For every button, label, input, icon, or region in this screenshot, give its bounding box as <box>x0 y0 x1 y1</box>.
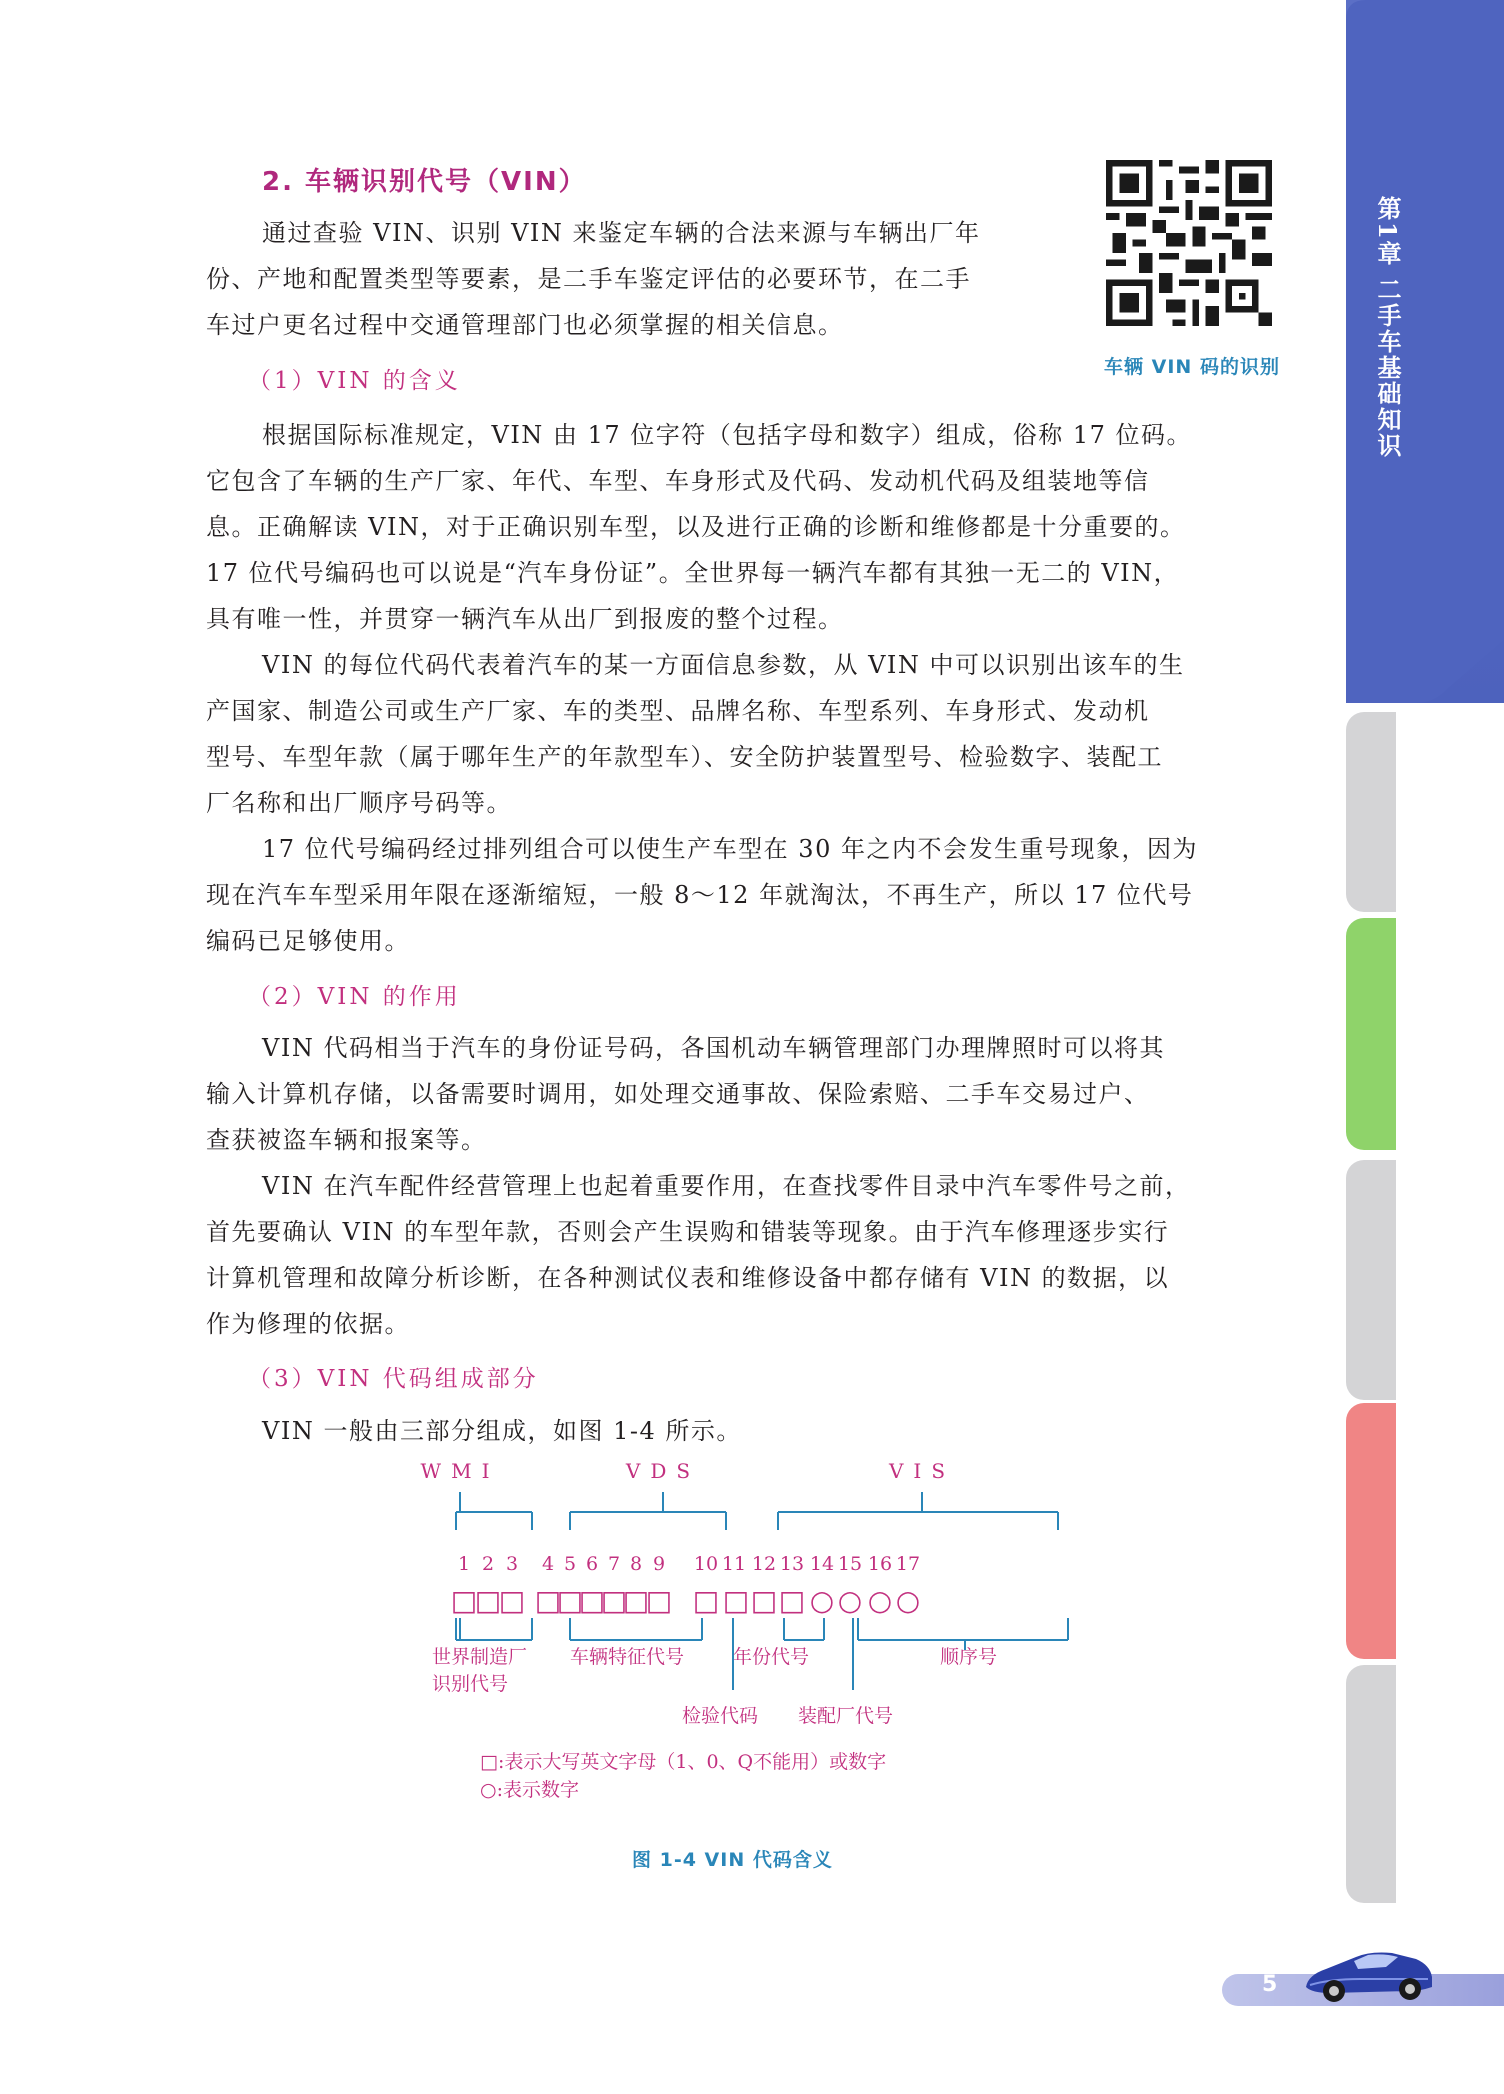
section-heading: 2. 车辆识别代号（VIN） <box>262 167 587 197</box>
text-line: 产国家、制造公司或生产厂家、车的类型、品牌名称、车型系列、车身形式、发动机 <box>206 697 1150 725</box>
code-symbol: □ <box>578 1584 606 1617</box>
chapter-tab-gray-1[interactable] <box>1346 712 1396 912</box>
text-line: 车过户更名过程中交通管理部门也必须掌握的相关信息。 <box>206 311 844 339</box>
position-number: 6 <box>585 1553 599 1575</box>
subheading-vin-use: （2）VIN 的作用 <box>248 984 461 1010</box>
position-number: 8 <box>629 1553 643 1575</box>
text-line: VIN 的每位代码代表着汽车的某一方面信息参数，从 VIN 中可以识别出该车的生 <box>262 651 1185 679</box>
group-label-vis: VIS <box>888 1459 956 1483</box>
code-symbol: □ <box>722 1584 750 1617</box>
paragraph-vin-id <box>206 1025 1306 1163</box>
label-year: 年份代号 <box>733 1646 810 1668</box>
label-serial: 顺序号 <box>940 1646 998 1668</box>
position-number: 1 <box>457 1553 471 1575</box>
position-number: 14 <box>809 1553 835 1575</box>
chapter-tab-gray-3[interactable] <box>1346 1665 1396 1903</box>
chapter-tab-red[interactable] <box>1346 1403 1396 1659</box>
text-line: 厂名称和出厂顺序号码等。 <box>206 789 512 817</box>
group-label-vds: VDS <box>625 1459 701 1483</box>
text-line: 通过查验 VIN、识别 VIN 来鉴定车辆的合法来源与车辆出厂年 <box>262 219 981 247</box>
code-symbol: □ <box>622 1584 650 1617</box>
text-line: 输入计算机存储，以备需要时调用，如处理交通事故、保险索赔、二手车交易过户、 <box>206 1080 1150 1108</box>
position-number: 10 <box>693 1553 719 1575</box>
text-line: 17 位代号编码也可以说是“汽车身份证”。全世界每一辆汽车都有其独一无二的 VIN， <box>206 559 1180 587</box>
figure-caption: 图 1-4 VIN 代码含义 <box>632 1849 833 1871</box>
text-line: 根据国际标准规定，VIN 由 17 位字符（包括字母和数字）组成，俗称 17 位码。 <box>262 421 1193 449</box>
label-plant: 装配厂代号 <box>798 1705 894 1727</box>
text-line: 具有唯一性，并贯穿一辆汽车从出厂到报废的整个过程。 <box>206 605 844 633</box>
code-symbol: □ <box>600 1584 628 1617</box>
code-symbol: ○ <box>837 1584 863 1617</box>
label-check: 检验代码 <box>682 1705 759 1727</box>
position-number: 4 <box>541 1553 555 1575</box>
paragraph-vin-parts <box>206 1163 1306 1347</box>
legend-square: □:表示大写英文字母（1、0、Q不能用）或数字 <box>480 1751 887 1773</box>
paragraph-vin-17 <box>206 826 1306 964</box>
text-line: 首先要确认 VIN 的车型年款，否则会产生误购和错装等现象。由于汽车修理逐步实行 <box>206 1218 1170 1246</box>
text-line: VIN 在汽车配件经营管理上也起着重要作用，在查找零件目录中汽车零件号之前， <box>262 1172 1191 1200</box>
text-line: 它包含了车辆的生产厂家、年代、车型、车身形式及代码、发动机代码及组装地等信 <box>206 467 1150 495</box>
label-wmi-line2: 识别代号 <box>432 1673 509 1695</box>
group-label-wmi: WMI <box>420 1459 500 1483</box>
subheading-vin-structure: （3）VIN 代码组成部分 <box>248 1366 539 1392</box>
code-symbol: ○ <box>867 1584 893 1617</box>
paragraph-vin-info <box>206 642 1306 826</box>
position-number: 16 <box>867 1553 893 1575</box>
qr-code-icon[interactable] <box>1106 160 1272 326</box>
text-line: 现在汽车车型采用年限在逐渐缩短，一般 8～12 年就淘汰，不再生产，所以 17 位代号 <box>206 881 1194 909</box>
vin-structure-figure <box>420 1450 1120 1820</box>
text-line: 型号、车型年款（属于哪年生产的年款型车）、安全防护装置型号、检验数字、装配工 <box>206 743 1163 771</box>
legend-circle: ○:表示数字 <box>480 1779 579 1801</box>
code-symbol: □ <box>450 1584 478 1617</box>
position-number: 13 <box>779 1553 805 1575</box>
text-line: 查获被盗车辆和报案等。 <box>206 1126 487 1154</box>
text-line: 份、产地和配置类型等要素，是二手车鉴定评估的必要环节，在二手 <box>206 265 971 293</box>
subheading-vin-meaning: （1）VIN 的含义 <box>248 368 461 394</box>
code-symbol: □ <box>778 1584 806 1617</box>
chapter-tab-green[interactable] <box>1346 918 1396 1150</box>
text-line: VIN 一般由三部分组成，如图 1-4 所示。 <box>262 1417 742 1445</box>
text-line: 17 位代号编码经过排列组合可以使生产车型在 30 年之内不会发生重号现象，因为 <box>262 835 1198 863</box>
intro-paragraph <box>206 210 1072 348</box>
code-symbol: □ <box>474 1584 502 1617</box>
text-line: 计算机管理和故障分析诊断，在各种测试仪表和维修设备中都存储有 VIN 的数据，以 <box>206 1264 1170 1292</box>
text-line: VIN 代码相当于汽车的身份证号码，各国机动车辆管理部门办理牌照时可以将其 <box>262 1034 1165 1062</box>
position-number: 9 <box>652 1553 666 1575</box>
code-symbol: □ <box>556 1584 584 1617</box>
paragraph-vin-three-parts <box>262 1408 1162 1454</box>
paragraph-vin-meaning <box>206 412 1306 642</box>
position-number: 3 <box>505 1553 519 1575</box>
code-symbol: □ <box>645 1584 673 1617</box>
position-number: 2 <box>481 1553 495 1575</box>
car-icon <box>1300 1935 1436 2005</box>
text-line: 息。正确解读 VIN，对于正确识别车型，以及进行正确的诊断和维修都是十分重要的。 <box>206 513 1186 541</box>
code-symbol: □ <box>534 1584 562 1617</box>
chapter-title: 第1章 二手车基础知识 <box>1373 196 1402 460</box>
page-number: 5 <box>1262 1972 1278 1997</box>
text-line: 作为修理的依据。 <box>206 1310 410 1338</box>
label-vds: 车辆特征代号 <box>570 1646 685 1668</box>
code-symbol: ○ <box>809 1584 835 1617</box>
chapter-tab-gray-2[interactable] <box>1346 1160 1396 1400</box>
qr-caption: 车辆 VIN 码的识别 <box>1104 356 1280 378</box>
position-number: 12 <box>751 1553 777 1575</box>
code-symbol: □ <box>750 1584 778 1617</box>
position-number: 17 <box>895 1553 921 1575</box>
label-wmi-line1: 世界制造厂 <box>432 1646 528 1668</box>
text-line: 编码已足够使用。 <box>206 927 410 955</box>
code-symbol: □ <box>498 1584 526 1617</box>
position-number: 11 <box>721 1553 747 1575</box>
position-number: 5 <box>563 1553 577 1575</box>
position-number: 7 <box>607 1553 621 1575</box>
code-symbol: □ <box>692 1584 720 1617</box>
code-symbol: ○ <box>895 1584 921 1617</box>
position-number: 15 <box>837 1553 863 1575</box>
